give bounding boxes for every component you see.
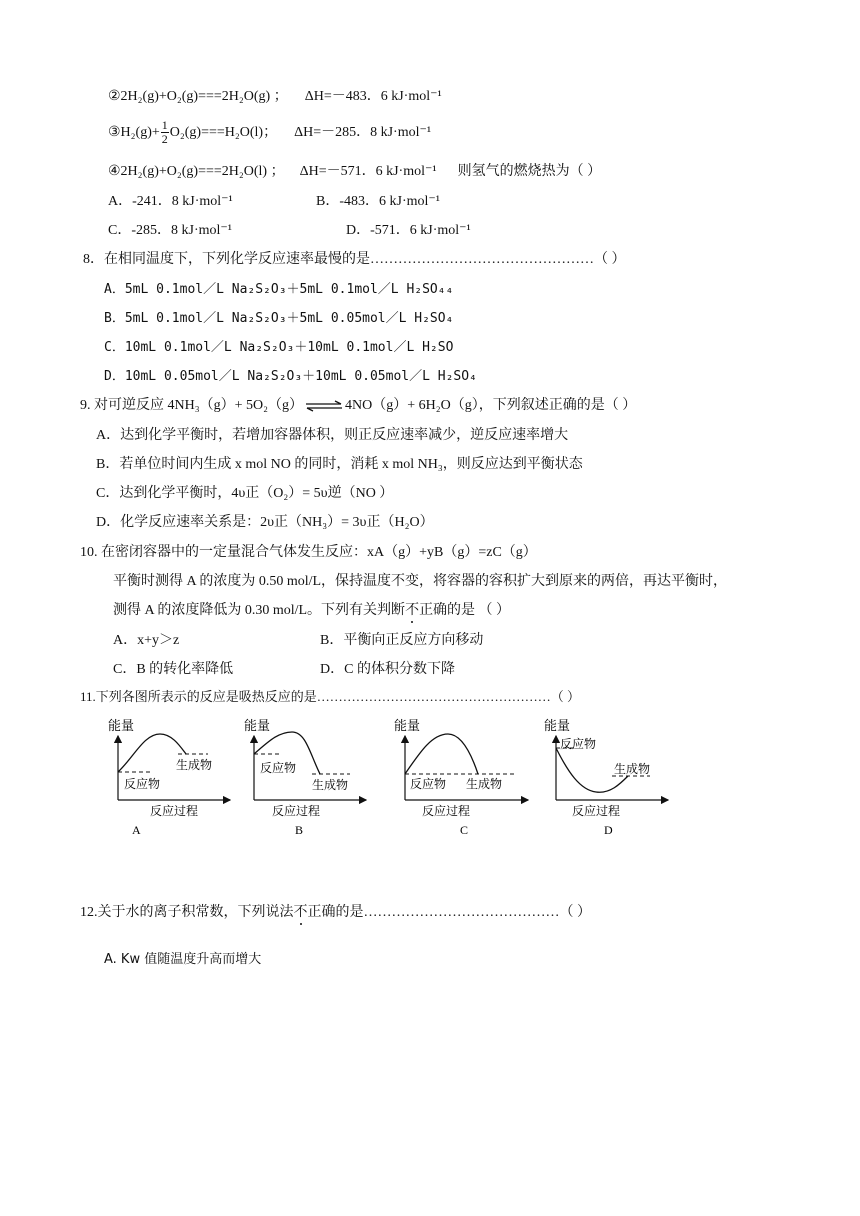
q7-item2 (108, 88, 442, 106)
q9-option-d: D．化学反应速率关系是：2υ正（NH₃）= 3υ正（H₂O） (96, 515, 434, 530)
q10-line3 (113, 602, 510, 620)
q8-stem: 8．在相同温度下，下列化学反应速率最慢的是…………………………………………（ ） (83, 252, 626, 267)
q10-option-a: A．x+y＞z (113, 633, 180, 648)
energy-diagrams (98, 712, 688, 842)
ylabel-d: 能量 (544, 718, 571, 733)
q7-option-d: D．-571．6 kJ·mol⁻¹ (346, 223, 471, 238)
energy-diagram-c (394, 718, 528, 837)
xlabel-d: 反应过程 (572, 804, 621, 818)
q10-option-c: C．B 的转化率降低 (113, 662, 234, 677)
diagram-label-a: A (132, 823, 141, 837)
q12-option-a: A. Kw 值随温度升高而增大 (104, 952, 262, 967)
energy-diagram-b (244, 718, 366, 837)
q9-option-b: B．若单位时间内生成 x mol NO 的同时，消耗 x mol NH₃，则反应达到平衡状态 (96, 457, 583, 472)
ylabel-a: 能量 (108, 718, 135, 733)
q12-stem-post: 正确的是……………………………………（ ） (307, 905, 591, 920)
xlabel-b: 反应过程 (272, 804, 321, 818)
q7-item4-question: 则氢气的燃烧热为（ ） (457, 164, 602, 179)
reactant-label-b: 反应物 (260, 761, 297, 775)
fraction-half: $\frac{1}{2}$ (161, 118, 168, 147)
q10-stem: 10. 在密闭容器中的一定量混合气体发生反应：xA（g）+yB（g）=zC（g） (80, 545, 537, 560)
q12-stem-pre: 12.关于水的离子积常数，下列说法 (80, 905, 294, 920)
product-label-c: 生成物 (466, 777, 503, 791)
curve-c (405, 734, 478, 774)
q8-option-a: A．5mL 0.1mol／L Na₂S₂O₃＋5mL 0.1mol／L H₂SO₄₄ (104, 282, 454, 297)
q7-item3-pre: ③H₂(g)+ (108, 125, 160, 140)
diagram-label-b: B (295, 823, 304, 837)
q12-stem (80, 904, 591, 922)
reactant-label-d: 反应物 (560, 737, 597, 751)
q7-item3-dh: ΔH=－285．8 kJ·mol⁻¹ (294, 125, 432, 140)
q7-item4 (108, 163, 601, 181)
q7-item2-dh: ΔH=－483．6 kJ·mol⁻¹ (304, 89, 442, 104)
diagram-label-d: D (604, 823, 613, 837)
q8-option-d: D．10mL 0.05mol／L Na₂S₂O₃＋10mL 0.05mol／L H₂SO₄ (104, 369, 477, 384)
q7-item4-dh: ΔH=－571．6 kJ·mol⁻¹ (299, 164, 437, 179)
q10-line3-post: 正确的是 （ ） (419, 603, 511, 618)
q10-line3-pre: 测得 A 的浓度降低为 0.30 mol/L。下列有关判断 (113, 603, 406, 618)
energy-diagram-a (108, 718, 230, 837)
q11-stem: 11.下列各图所表示的反应是吸热反应的是………………………………………………（ ） (80, 689, 581, 704)
q10-line2: 平衡时测得 A 的浓度为 0.50 mol/L，保持温度不变，将容器的容积扩大到原来的两倍，再达平衡时， (113, 574, 728, 589)
q9-option-a: A．达到化学平衡时，若增加容器体积，则正反应速率减少，逆反应速率增大 (96, 428, 569, 443)
q8-option-c: C．10mL 0.1mol／L Na₂S₂O₃＋10mL 0.1mol／L H₂SO (104, 340, 454, 355)
equilibrium-arrow-icon (305, 400, 343, 412)
q7-option-b: B．-483．6 kJ·mol⁻¹ (316, 194, 440, 209)
q7-item2-formula: ②2H₂(g)+O₂(g)===2H₂O(g) ； (108, 89, 288, 104)
q7-item3-post: O₂(g)===H₂O(l)； (169, 125, 278, 140)
emphasis-dot-text: 不 (293, 905, 308, 920)
q8-option-b: B．5mL 0.1mol／L Na₂S₂O₃＋5mL 0.05mol／L H₂SO₄ (104, 311, 454, 326)
reactant-label-c: 反应物 (410, 777, 447, 791)
product-label-d: 生成物 (614, 762, 651, 776)
reactant-label-a: 反应物 (124, 777, 161, 791)
q7-item4-formula: ④2H₂(g)+O₂(g)===2H₂O(l) ； (108, 164, 285, 179)
q7-option-a: A．-241．8 kJ·mol⁻¹ (108, 194, 233, 209)
q7-option-c: C．-285．8 kJ·mol⁻¹ (108, 223, 232, 238)
energy-diagram-d (544, 718, 668, 837)
q10-option-b: B．平衡向正反应方向移动 (320, 633, 484, 648)
q9-option-c: C．达到化学平衡时，4υ正（O₂）= 5υ逆（NO ） (96, 486, 394, 501)
q10-option-d: D．C 的体积分数下降 (320, 662, 455, 677)
xlabel-a: 反应过程 (150, 804, 199, 818)
q9-stem-post: 4NO（g）+ 6H₂O（g），下列叙述正确的是（ ） (345, 398, 637, 413)
ylabel-c: 能量 (394, 718, 421, 733)
q7-item3 (108, 117, 431, 149)
q9-stem-pre: 9. 对可逆反应 4NH₃（g）+ 5O₂（g） (80, 398, 303, 413)
product-label-a: 生成物 (176, 758, 213, 772)
product-label-b: 生成物 (312, 778, 349, 792)
emphasis-dot-text: 不 (405, 603, 420, 618)
ylabel-b: 能量 (244, 718, 271, 733)
q9-stem (80, 397, 636, 415)
xlabel-c: 反应过程 (422, 804, 471, 818)
diagram-label-c: C (460, 823, 469, 837)
